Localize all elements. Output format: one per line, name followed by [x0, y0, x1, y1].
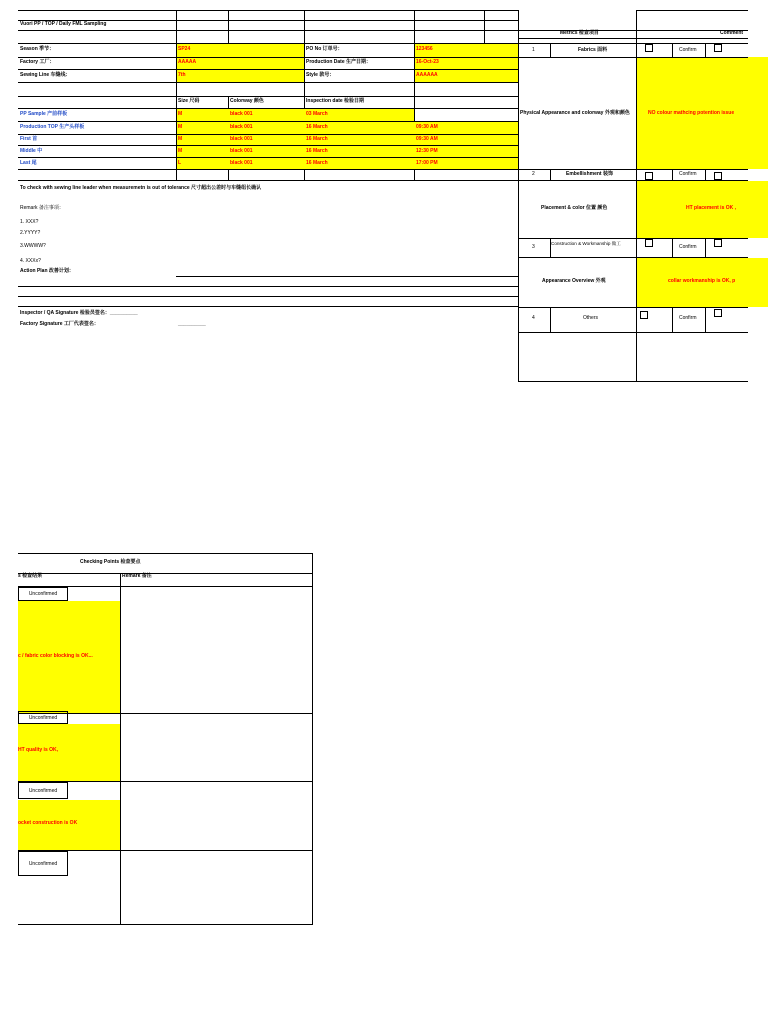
confirm-checkbox[interactable] [645, 44, 653, 52]
confirm-checkbox[interactable] [645, 239, 653, 247]
confirm-label: Confirm [679, 244, 697, 250]
metric-name: Others [583, 315, 599, 321]
row-label: Middle 中 [20, 148, 43, 154]
unconfirm-checkbox[interactable] [714, 239, 722, 247]
metric-number: 3 [532, 244, 535, 250]
production-date-label: Production Date 生产日期： [306, 59, 372, 65]
row-size: M [178, 111, 183, 117]
comment-header: Comment [720, 30, 744, 36]
column-inspection-date: Inspection date 检验日期 [306, 98, 365, 104]
unconfirm-checkbox[interactable] [714, 44, 722, 52]
season-label: Season 季节： [20, 46, 55, 52]
production-date-value: 16-Oct-23 [416, 59, 439, 65]
row-colorway: black 001 [230, 136, 253, 142]
season-value: SP24 [178, 46, 191, 52]
unconfirmed-cell: Unconfirmed [18, 782, 68, 799]
metric-group: Placement & color 位置 颜色 [541, 205, 608, 211]
metric-group: Physical Appearance and colorway 外观和颜色 [520, 110, 630, 116]
factory-signature: Factory Signature 工厂代表签名： [20, 321, 99, 327]
metric-comment: collar workmanship is OK, p [668, 278, 736, 284]
metric-number: 2 [532, 171, 535, 177]
unconfirmed-cell: Unconfirmed [18, 851, 68, 876]
row-time: 09:30 AM [416, 124, 438, 130]
unconfirm-checkbox[interactable] [714, 309, 722, 317]
row-size: L [178, 160, 182, 166]
confirm-checkbox[interactable] [645, 172, 653, 180]
form-title: Vuori PP / TOP / Daily FML Sampling [20, 21, 107, 27]
remark-column-header: Remark 备注 [122, 573, 152, 579]
remark-label: Remark 备注事项： [20, 205, 64, 211]
row-label: Production TOP 生产头样板 [20, 124, 85, 130]
row-colorway: black 001 [230, 111, 253, 117]
style-label: Style 款号： [306, 72, 335, 78]
metric-name: Construction & Workmanship 做工 [551, 241, 621, 246]
row-size: M [178, 148, 183, 154]
row-colorway: black 001 [230, 148, 253, 154]
remark-item: 3.WWWW? [20, 243, 46, 249]
unconfirm-checkbox[interactable] [714, 172, 722, 180]
row-date: 16 March [306, 124, 328, 130]
confirm-label: Confirm [679, 171, 697, 177]
row-colorway: black 001 [230, 160, 253, 166]
po-label: PO No 订单号： [306, 46, 343, 52]
row-size: M [178, 136, 183, 142]
metric-name: Embellishment 装饰 [566, 171, 613, 177]
factory-signature-line: __________ [178, 321, 206, 327]
metric-comment: HT placement is OK , [686, 205, 737, 211]
checking-comment: ocket construction is OK [18, 820, 78, 826]
confirm-label: Confirm [679, 315, 697, 321]
row-label: PP Sample 产前样板 [20, 111, 68, 117]
row-size: M [178, 124, 183, 130]
status-column-header: s 检查结果 [18, 573, 43, 579]
metric-number: 4 [532, 315, 535, 321]
factory-label: Factory 工厂： [20, 59, 55, 65]
row-date: 16 March [306, 136, 328, 142]
measurement-note: To check with sewing line leader when measuremetn is out of tolerance 尺寸超出公差时与车缝组长确认 [20, 185, 262, 191]
remark-item: 2.YYYY? [20, 230, 41, 236]
metric-comment: NO colour mathcing potention issue [648, 110, 735, 116]
row-label: First 首 [20, 136, 38, 142]
metrics-header: Metrics 检查项目 [560, 30, 599, 36]
inspector-signature: Inspector / QA Signature 检验员签名：__________ [20, 310, 138, 316]
unconfirmed-cell: Unconfirmed [18, 587, 68, 601]
row-label: Last 尾 [20, 160, 37, 166]
column-colorway: Colorway 颜色 [230, 98, 264, 104]
checking-points-title: Checking Points 检查要点 [80, 559, 141, 565]
row-colorway: black 001 [230, 124, 253, 130]
confirm-checkbox[interactable] [640, 311, 648, 319]
checking-comment: HT quality is OK, [18, 747, 59, 753]
row-time: 12:30 PM [416, 148, 438, 154]
metric-name: Fabrics 面料 [578, 47, 608, 53]
sewing-line-label: Sewing Line 车缝线： [20, 72, 71, 78]
row-date: 16 March [306, 160, 328, 166]
remark-item: 1. XXX? [20, 219, 39, 225]
remark-item: 4. XXXx? [20, 258, 41, 264]
confirm-label: Confirm [679, 47, 697, 53]
factory-value: AAAAA [178, 59, 197, 65]
sewing-line-value: 7th [178, 72, 186, 78]
metric-number: 1 [532, 47, 535, 53]
metric-group: Appearance Overview 外观 [542, 278, 606, 284]
action-plan-label: Action Plan 改善计划： [20, 268, 74, 274]
row-time: 17:00 PM [416, 160, 438, 166]
row-time: 09:30 AM [416, 136, 438, 142]
checking-comment: c / fabric color blocking is OK... [18, 653, 93, 659]
row-date: 03 March [306, 111, 328, 117]
column-size: Size 尺码 [178, 98, 200, 104]
po-value: 123456 [416, 46, 433, 52]
unconfirmed-cell: Unconfirmed [18, 711, 68, 724]
row-date: 16 March [306, 148, 328, 154]
style-value: AAAAAA [416, 72, 438, 78]
